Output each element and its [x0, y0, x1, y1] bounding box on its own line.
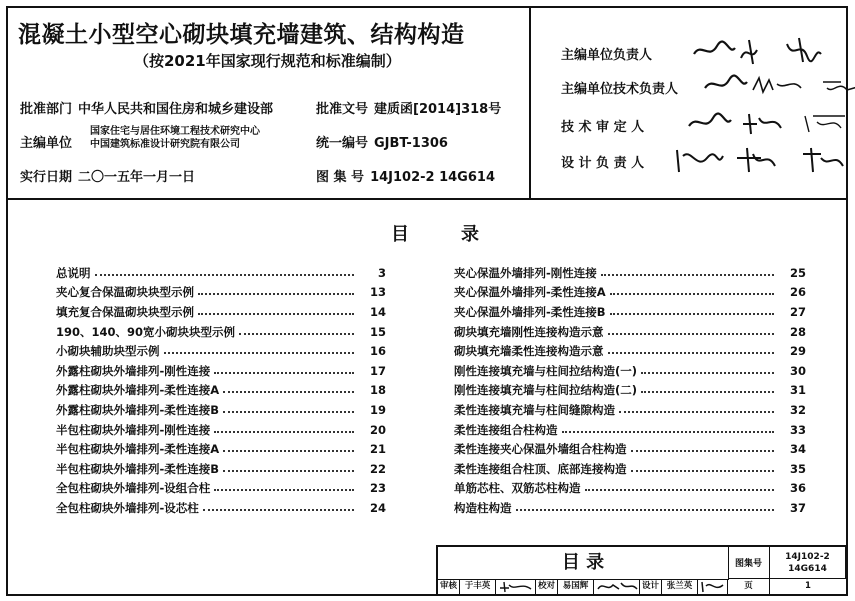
effective-date-value: 二〇一五年一月一日 [78, 170, 196, 185]
footer-sheet-title: 目 录 [438, 547, 729, 580]
toc-entry[interactable] [56, 322, 386, 342]
editor-unit-line2: 中国建筑标准设计研究院有限公司 [90, 139, 240, 150]
toc-entry[interactable] [454, 361, 806, 381]
toc-entry-label: 外露柱砌块外墙排列-刚性连接 [56, 363, 211, 378]
toc-entry-page: 16 [369, 344, 386, 359]
toc-entry-page: 19 [369, 402, 386, 417]
editor-unit-line1: 国家住宅与居住环境工程技术研究中心 [90, 126, 260, 137]
toc-entry-label: 总说明 [56, 265, 91, 280]
toc-entry[interactable] [454, 400, 806, 420]
responsibility-label: 技 术 审 定 人 [561, 120, 645, 135]
toc-right-column [454, 263, 806, 518]
toc-entry-page: 34 [789, 442, 806, 457]
toc-leader-dots [516, 509, 775, 511]
toc-entry-label: 构造柱构造 [454, 500, 512, 515]
toc-entry-label: 半包柱砌块外墙排列-柔性连接B [56, 461, 220, 476]
toc-entry[interactable] [56, 263, 386, 283]
unified-number [316, 132, 448, 151]
signature-image [699, 579, 727, 593]
approval-dept-value: 中华人民共和国住房和城乡建设部 [78, 102, 274, 117]
toc-entry-label: 柔性连接组合柱构造 [454, 422, 558, 437]
toc-entry-page: 20 [369, 422, 386, 437]
toc-entry-page: 30 [789, 363, 806, 378]
toc-entry[interactable] [56, 283, 386, 303]
toc-entry-label: 190、140、90宽小砌块块型示例 [56, 324, 236, 339]
toc-entry-label: 夹心保温外墙排列-柔性连接A [454, 285, 606, 300]
toc-entry[interactable] [56, 439, 386, 459]
toc-entry-page: 18 [369, 383, 386, 398]
toc-leader-dots [641, 372, 774, 374]
toc-entry[interactable] [56, 498, 386, 518]
toc-entry-page: 24 [369, 500, 386, 515]
footer-title-strip [436, 545, 848, 596]
toc-entry-label: 柔性连接组合柱顶、底部连接构造 [454, 461, 627, 476]
toc-entry-page: 37 [789, 500, 806, 515]
toc-entry-page: 35 [789, 461, 806, 476]
toc-title-char-2: 录 [461, 224, 479, 245]
toc-entry[interactable] [454, 381, 806, 401]
toc-leader-dots [619, 411, 774, 413]
approval-doc [316, 98, 501, 117]
toc-leader-dots [223, 391, 354, 393]
toc-left-column [56, 263, 386, 518]
toc-entry-page: 14 [369, 304, 386, 319]
toc-entry-page: 25 [789, 265, 806, 280]
footer-atlas-label: 图集号 [728, 547, 770, 579]
toc-entry-page: 31 [789, 383, 806, 398]
toc-leader-dots [608, 352, 775, 354]
toc-entry-page: 22 [369, 461, 386, 476]
responsibility-label: 主编单位技术负责人 [561, 82, 679, 97]
toc-entry-label: 柔性连接填充墙与柱间缝隙构造 [454, 402, 615, 417]
toc-entry-page: 32 [789, 402, 806, 417]
check-name: 易国辉 [558, 579, 594, 594]
toc-entry-page: 26 [789, 285, 806, 300]
review-name: 于丰英 [460, 579, 496, 594]
toc-leader-dots [198, 293, 354, 295]
toc-leader-dots [164, 352, 355, 354]
responsibility-row [561, 116, 644, 142]
toc-leader-dots [608, 333, 775, 335]
toc-leader-dots [214, 431, 354, 433]
toc-leader-dots [198, 313, 354, 315]
review-label: 审核 [438, 579, 460, 594]
editor-unit [90, 125, 260, 151]
footer-signoff-row [438, 579, 846, 594]
responsibility-row [561, 44, 652, 70]
toc-leader-dots [223, 411, 354, 413]
toc-entry-page: 21 [369, 442, 386, 457]
toc-entry[interactable] [56, 361, 386, 381]
toc-leader-dots [631, 470, 775, 472]
approval-doc-value: 建质函[2014]318号 [374, 102, 502, 117]
toc-entry-page: 27 [789, 304, 806, 319]
footer-atlas-value [770, 547, 846, 579]
signature-image [701, 70, 855, 100]
toc-entry-page: 3 [377, 265, 386, 280]
toc-entry[interactable] [56, 400, 386, 420]
toc-entry-page: 33 [789, 422, 806, 437]
toc-entry-page: 15 [369, 324, 386, 339]
toc-entry-label: 单筋芯柱、双筋芯柱构造 [454, 481, 581, 496]
editor-unit-label: 主编单位 [20, 136, 73, 151]
toc-entry-label: 外露柱砌块外墙排列-柔性连接A [56, 383, 220, 398]
toc-entry[interactable] [56, 381, 386, 401]
toc-leader-dots [223, 450, 354, 452]
toc-entry-label: 半包柱砌块外墙排列-柔性连接A [56, 442, 220, 457]
atlas-number-value: 14J102-2 14G614 [370, 170, 495, 185]
design-name: 张兰英 [662, 579, 698, 594]
toc-entry[interactable] [454, 420, 806, 440]
design-signature [698, 579, 728, 594]
check-label: 校对 [536, 579, 558, 594]
toc-entry-label: 全包柱砌块外墙排列-设芯柱 [56, 500, 199, 515]
approval-dept [20, 98, 273, 117]
toc-entry-page: 17 [369, 363, 386, 378]
toc-entry[interactable] [56, 459, 386, 479]
effective-date-label: 实行日期 [20, 170, 73, 185]
toc-entry-label: 砌块填充墙刚性连接构造示意 [454, 324, 604, 339]
toc-entry-label: 刚性连接填充墙与柱间拉结构造(一) [454, 363, 638, 378]
toc-entry-label: 砌块填充墙柔性连接构造示意 [454, 344, 604, 359]
toc-leader-dots [601, 274, 774, 276]
toc-entry[interactable] [56, 302, 386, 322]
toc-entry-label: 全包柱砌块外墙排列-设组合柱 [56, 481, 211, 496]
responsibility-row [561, 152, 644, 178]
footer-page-value: 1 [805, 581, 811, 591]
toc-entry-page: 29 [789, 344, 806, 359]
atlas-number-label: 图 集 号 [316, 170, 365, 185]
toc-entry[interactable] [454, 439, 806, 459]
toc-entry-label: 夹心保温外墙排列-刚性连接 [454, 265, 597, 280]
toc-entry-label: 填充复合保温砌块块型示例 [56, 304, 194, 319]
toc-entry-page: 23 [369, 481, 386, 496]
toc-title-char-1: 目 [391, 224, 409, 245]
toc-entry-label: 夹心复合保温砌块块型示例 [56, 285, 194, 300]
toc-entry[interactable] [454, 479, 806, 499]
responsibility-row [561, 78, 678, 104]
toc-entry-label: 半包柱砌块外墙排列-刚性连接 [56, 422, 211, 437]
toc-leader-dots [610, 313, 774, 315]
toc-leader-dots [610, 293, 774, 295]
atlas-subtitle: （按2021年国家现行规范和标准编制） [134, 52, 401, 70]
toc-entry-label: 外露柱砌块外墙排列-柔性连接B [56, 402, 220, 417]
toc-entry-label: 刚性连接填充墙与柱间拉结构造(二) [454, 383, 638, 398]
unified-number-label: 统一编号 [316, 136, 369, 151]
toc-entry[interactable] [454, 341, 806, 361]
toc-entry-label: 夹心保温外墙排列-柔性连接B [454, 304, 606, 319]
toc-entry[interactable] [454, 302, 806, 322]
toc-leader-dots [203, 509, 354, 511]
toc-leader-dots [214, 372, 354, 374]
footer-page-label: 页 [728, 579, 770, 594]
responsibility-block [531, 8, 846, 198]
toc-entry[interactable] [454, 322, 806, 342]
footer-atlas-value-2: 14G614 [788, 563, 827, 574]
review-signature [496, 579, 536, 594]
toc-entry[interactable] [454, 263, 806, 283]
title-block-info [8, 8, 531, 198]
unified-number-value: GJBT-1306 [374, 136, 448, 151]
toc-leader-dots [214, 489, 354, 491]
toc-leader-dots [239, 333, 354, 335]
signature-image [671, 144, 855, 178]
toc-leader-dots [223, 470, 354, 472]
signature-image [595, 579, 639, 593]
footer-atlas-value-1: 14J102-2 [785, 551, 830, 562]
check-signature [594, 579, 640, 594]
approval-dept-label: 批准部门 [20, 102, 73, 117]
toc-entry-label: 柔性连接夹心保温外墙组合柱构造 [454, 442, 627, 457]
toc-entry-page: 36 [789, 481, 806, 496]
toc-entry-page: 28 [789, 324, 806, 339]
signature-image [689, 36, 849, 66]
toc-entry-page: 13 [369, 285, 386, 300]
signature-image [685, 108, 855, 138]
toc-entry[interactable] [56, 341, 386, 361]
toc-entry[interactable] [56, 479, 386, 499]
responsibility-label: 主编单位负责人 [561, 48, 653, 63]
toc-entry[interactable] [454, 459, 806, 479]
toc-entry[interactable] [454, 283, 806, 303]
toc-leader-dots [562, 431, 775, 433]
toc-entry[interactable] [56, 420, 386, 440]
responsibility-label: 设 计 负 责 人 [561, 156, 645, 171]
effective-date [20, 166, 195, 185]
toc-entry[interactable] [454, 498, 806, 518]
title-block [8, 8, 846, 200]
toc-leader-dots [631, 450, 775, 452]
toc-entry-label: 小砌块辅助块型示例 [56, 344, 160, 359]
atlas-title: 混凝土小型空心砌块填充墙建筑、结构构造 [18, 22, 465, 48]
drawing-sheet [6, 6, 848, 596]
atlas-number [316, 166, 495, 185]
toc-leader-dots [95, 274, 355, 276]
design-label: 设计 [640, 579, 662, 594]
approval-doc-label: 批准文号 [316, 102, 369, 117]
signature-image [497, 579, 535, 593]
toc-leader-dots [585, 489, 775, 491]
toc-leader-dots [641, 391, 774, 393]
